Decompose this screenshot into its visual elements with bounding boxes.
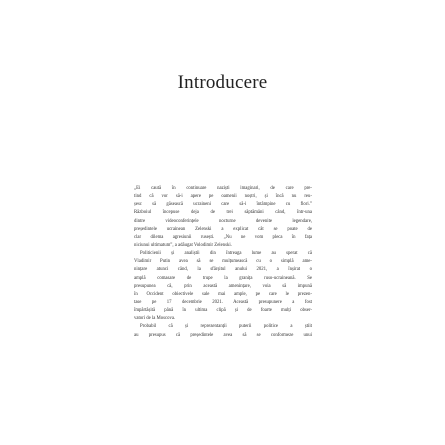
text-line: Politicienii și analiștii din întreaga lume au sperat că [140,251,312,257]
text-line: Vladimir Putin avea să se mulțumească cu o simplă ame- [134,259,312,265]
text-line: clar dilema agresiunii rusești. „Nu ne vom pleca în fața [134,234,312,240]
text-line: au presupus că președintele avea să se conformeze unui [134,332,312,338]
text-line: tind că vor să-i apere pe oamenii noștri, și încă nu reu- [134,194,312,200]
text-line: vatori de la Moscova. [134,316,176,322]
text-line: șesc să găsească ucraineni care să-i întâmpine cu flori.” [134,202,312,208]
text-line: Probabil că și reprezentanții puterii politice a știit [140,324,312,330]
text-line: „Ei caută în continuare naziști imaginari, de care pre- [134,186,312,191]
chapter-title: Introducere [177,72,268,93]
text-line: dintre videoconferințele nocturne devenite legendare, [134,218,312,224]
text-line: tase pe 17 decembrie 2021. Această presupunere a fost [134,299,312,305]
text-line: presupunea că, prin această amenințare, voia să impună [134,283,312,289]
paragraph-2 [134,250,312,323]
text-line: în Occident obiectivele sale mai ample, pe care le prezen- [134,291,312,297]
text-line: niciunui ultimatum”, a adăugat Volodimir Zelenski. [134,242,232,248]
text-line: împărtășită până în ultima clipă și de foarte mulți obser- [134,308,312,314]
paragraph-1 [134,185,312,250]
text-line: președintele ucrainean Zelenski a explicat cât se poate de [134,226,312,232]
text-line: Războiul începuse deja de trei săptămâni când, într-una [134,210,312,216]
text-line: amplă comasare de trupe la granița ruso-ucraineană. Se [134,275,312,281]
body-text [134,185,312,340]
text-line: nințare atunci când, la sfârșitul anului 2021, a înșirat o [134,267,312,273]
paragraph-3 [134,323,312,339]
